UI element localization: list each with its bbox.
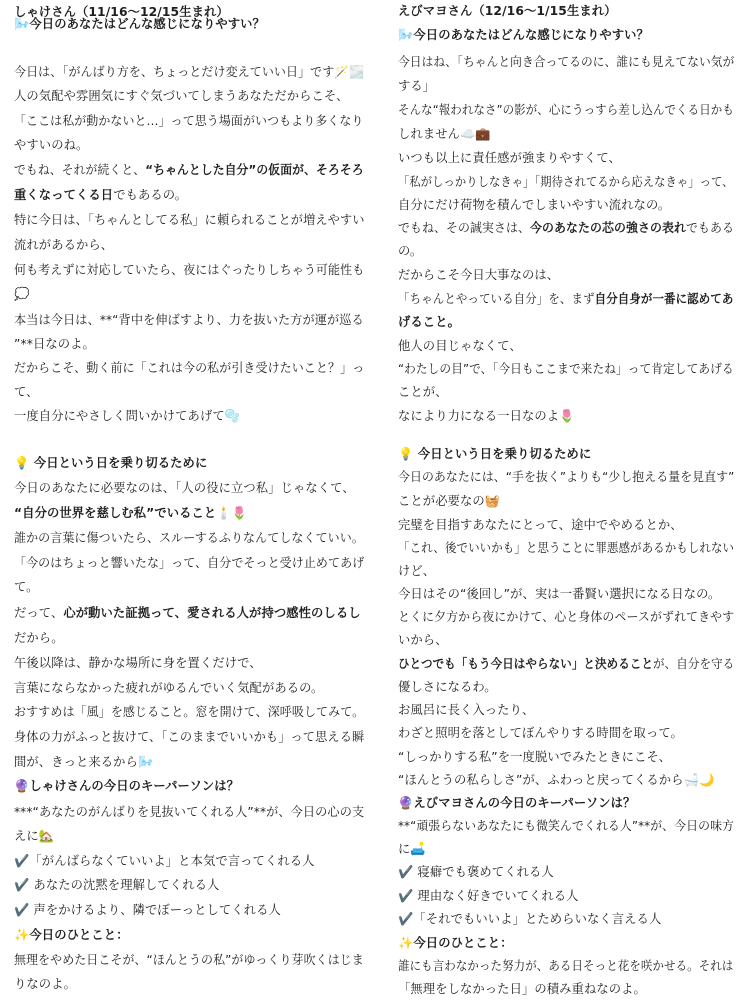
left-text-line — [14, 360, 364, 376]
right-text-line — [398, 102, 734, 118]
right-text-line — [398, 78, 435, 94]
text: だから。 — [14, 631, 64, 645]
text: 優しさになるわ。 — [398, 680, 497, 694]
text: 「ここは私が動かないと…」って思う場面がいつもより多くなり — [14, 114, 364, 128]
left-text-line — [14, 877, 219, 893]
left-text-line — [14, 384, 39, 400]
right-text-line — [398, 267, 559, 283]
text: の。 — [398, 244, 423, 258]
left-text-line — [14, 952, 364, 968]
bold-text: げること。 — [398, 315, 460, 329]
left-text-line — [14, 902, 281, 918]
right-text-line — [398, 174, 734, 190]
text: 誰かの言葉に傷ついたら、スルーするふりなんてしなくていい。 — [14, 531, 364, 545]
right-text-line — [398, 220, 734, 236]
text: ***“あなたのがんばりを見抜いてくれる人”**が、今日の心の支 — [14, 805, 365, 819]
text: ✔️ 寝癖でも褒めてくれる人 — [398, 865, 554, 879]
text: ✔️ あなたの沈黙を理解してくれる人 — [14, 878, 220, 892]
bold-text: 重くなってくる日 — [14, 188, 114, 202]
text: “ほんとうの私らしさ”が、ふわっと戻ってくるから🛁🌙 — [398, 773, 715, 787]
text: 今日のあなたに必要なのは、「人の役に立つ私」じゃなくて、 — [14, 481, 355, 495]
left-text-line — [14, 336, 95, 352]
left-text-line — [14, 655, 262, 671]
right-text-line — [398, 126, 491, 142]
text: 「無理をしなかった日」の積み重ねなのよ。 — [398, 982, 646, 996]
left-text-line — [14, 853, 315, 869]
right-text-line — [398, 818, 734, 834]
right-text-line — [398, 338, 522, 354]
text: 💡 今日という日を乗り切るために — [398, 447, 592, 461]
text: する」 — [398, 79, 436, 93]
text: 「私がしっかりしなきゃ」「期待されてるから応えなきゃ」って、 — [398, 175, 734, 189]
left-section-heading — [14, 927, 129, 943]
right-text-line — [398, 679, 497, 695]
left-text-line — [14, 976, 76, 992]
right-name-header: えびマヨさん（12/16〜1/15生まれ） — [398, 4, 617, 18]
text: 一度自分にやさしく問いかけてあげて🫧 — [14, 409, 241, 423]
text: なにより力になる一日なのよ🌷 — [398, 409, 575, 423]
right-section-heading — [398, 935, 513, 951]
text: 何も考えずに対応していたら、夜にはぐったりしちゃう可能性も — [14, 263, 365, 277]
right-text-line — [398, 725, 683, 741]
text: でもね、それが続くと、 — [14, 163, 146, 177]
text: が、自分を守る — [653, 657, 735, 671]
left-text-line — [14, 704, 364, 720]
text: ✨今日のひとこと： — [398, 936, 513, 950]
left-text-line — [14, 555, 364, 571]
text: おすすめは「風」を感じること。窓を開けて、深呼吸してみて。 — [14, 705, 365, 719]
right-text-line — [398, 540, 734, 556]
text: ことが必要なの🧺 — [398, 494, 501, 508]
text: 人の気配や雰囲気にすぐ気づいてしまうあなただからこそ、 — [14, 89, 349, 103]
right-text-line — [398, 469, 734, 485]
left-text-line — [14, 408, 240, 424]
right-text-line — [398, 841, 426, 857]
text: えに🏡 — [14, 829, 55, 843]
text: だからこそ今日大事なのは、 — [398, 268, 560, 282]
text: 特に今日は、「ちゃんとしてる私」に頼られることが増えやすい — [14, 213, 365, 227]
text: とくに夕方から夜にかけて、心と身体のペースがずれてきやす — [398, 610, 735, 624]
right-text-line — [398, 517, 683, 533]
text: に🛋️ — [398, 842, 426, 856]
text: 流れがあるから、 — [14, 238, 114, 252]
text: いつも以上に責任感が強まりやすくて、 — [398, 151, 621, 165]
left-text-line — [14, 113, 363, 129]
right-text-line — [398, 609, 734, 625]
left-text-line — [14, 530, 364, 546]
text: 今日はね、「ちゃんと向き合ってるのに、誰にも見えてない気が — [398, 55, 735, 69]
text: 「ちゃんとやっている自分」を、まず — [398, 292, 595, 306]
right-text-line — [398, 54, 734, 70]
text: 他人の目じゃなくて、 — [398, 339, 522, 353]
right-text-line — [398, 563, 435, 579]
right-text-line — [398, 243, 422, 259]
left-text-line — [14, 630, 64, 646]
right-text-line — [398, 702, 534, 718]
text: 自分にだけ荷物を積んでしまいやすい流れなの。 — [398, 198, 671, 212]
text: ✨今日のひとこと： — [14, 928, 129, 942]
left-name-header: しゃけさん（11/16〜12/15生まれ） — [14, 5, 229, 19]
text: けど、 — [398, 564, 436, 578]
left-text-line — [14, 605, 361, 621]
right-section-heading — [398, 446, 591, 462]
bold-text: “ちゃんとした自分”の仮面が、そろそろ — [145, 163, 364, 177]
text: そんな“報われなさ”の影が、心にうっすら差し込んでくる日かも — [398, 103, 734, 117]
left-text-line — [14, 262, 364, 278]
text: **“頑張らないあなたにも微笑んでくれる人”**が、今日の味方 — [398, 819, 735, 833]
right-text-line — [398, 586, 720, 602]
text: 言葉にならなかった疲れがゆるんでいく気配があるの。 — [14, 681, 324, 695]
bold-text: ひとつでも「もう今日はやらない」と決めること — [398, 657, 654, 671]
left-text-line — [14, 88, 348, 104]
left-section-heading — [14, 455, 207, 471]
left-text-line — [14, 828, 54, 844]
left-text-line — [14, 187, 187, 203]
text: て。 — [14, 580, 39, 594]
text: 💡 今日という日を乗り切るために — [14, 456, 208, 470]
text: ”**日なのよ。 — [14, 337, 95, 351]
text: て、 — [14, 385, 39, 399]
left-text-line — [14, 137, 88, 153]
text: だからこそ、動く前に「これは今の私が引き受けたいこと？」っ — [14, 361, 365, 375]
right-section-heading — [398, 795, 635, 811]
text: 午後以降は、静かな場所に身を置くだけで、 — [14, 656, 262, 670]
text: ことが、 — [398, 385, 448, 399]
left-section-heading — [14, 778, 239, 794]
text: 今日は、「がんばり方を、ちょっとだけ変えていい日」です🪄🌫️ — [14, 65, 365, 79]
right-text-line — [398, 314, 460, 330]
text: 🌬️今日のあなたはどんな感じになりやすい？ — [398, 28, 649, 42]
right-text-line — [398, 772, 714, 788]
text: 本当は今日は、**“背中を伸ばすより、力を抜いた方が運が巡る — [14, 313, 364, 327]
text: 完璧を目指すあなたにとって、途中でやめるとか、 — [398, 518, 683, 532]
left-text-line — [14, 505, 247, 521]
text: しれません☁️💼 — [398, 127, 491, 141]
left-text-line — [14, 212, 365, 228]
right-text-line — [398, 981, 646, 997]
left-text-line — [14, 680, 323, 696]
text: お風呂に長く入ったり、 — [398, 703, 535, 717]
text: でもね、その誠実さは、 — [398, 221, 531, 235]
right-section-heading — [398, 27, 649, 43]
right-text-line — [398, 197, 670, 213]
left-text-line — [14, 64, 364, 80]
left-text-line — [14, 804, 364, 820]
text: でもあるの。 — [113, 188, 188, 202]
text: ✔️「がんばらなくていいよ」と本気で言ってくれる人 — [14, 854, 315, 868]
text: ✔️ 声をかけるより、隣でぼーっとしてくれる人 — [14, 903, 281, 917]
bold-text: 今のあなたの芯の強さの表れ — [530, 221, 687, 235]
right-text-line — [398, 384, 448, 400]
left-text-line — [14, 312, 364, 328]
right-text-line — [398, 864, 554, 880]
left-text-line — [14, 579, 39, 595]
text: だって、 — [14, 606, 64, 620]
text: 今日のあなたには、“手を抜く”よりも“少し抱える量を見直す” — [398, 470, 735, 484]
right-text-line — [398, 888, 579, 904]
text: 💭 — [14, 287, 30, 301]
left-text-line — [14, 754, 153, 770]
right-text-line — [398, 150, 621, 166]
text: 誰にも言わなかった努力が、ある日そっと花を咲かせる。それは — [398, 959, 734, 973]
right-text-line — [398, 911, 661, 927]
right-text-line — [398, 291, 733, 307]
text: 「これ、後でいいかも」と思うことに罪悪感があるかもしれない — [398, 541, 735, 555]
text: 🔮えびマヨさんの今日のキーパーソンは？ — [398, 796, 636, 810]
bold-text: 自分自身が一番に認めてあ — [594, 292, 734, 306]
text: 🔮しゃけさんの今日のキーパーソンは？ — [14, 779, 240, 793]
bold-text: 心が動いた証拠って、愛される人が持つ感性のしるし — [63, 606, 361, 620]
text: “わたしの目”で、「今日もここまで来たね」って肯定してあげる — [398, 362, 734, 376]
text: りなのよ。 — [14, 977, 76, 991]
text: 無理をやめた日こそが、“ほんとうの私”がゆっくり芽吹くはじま — [14, 953, 364, 967]
text: ✔️ 理由なく好きでいてくれる人 — [398, 889, 579, 903]
left-text-line — [14, 237, 113, 253]
left-text-line — [14, 480, 355, 496]
right-text-line — [398, 656, 734, 672]
text: ✔️「それでもいいよ」とためらいなく言える人 — [398, 912, 662, 926]
right-text-line — [398, 749, 671, 765]
text: 身体の力がふっと抜けて、「このままでいいかも」って思える瞬 — [14, 730, 365, 744]
text: 今日はその“後回し”が、実は一番賢い選択になる日なの。 — [398, 587, 721, 601]
right-text-line — [398, 361, 734, 377]
text: 「今のはちょっと響いたな」って、自分でそっと受け止めてあげ — [14, 556, 365, 570]
bold-text: “自分の世界を慈しむ私”でいること — [14, 506, 217, 520]
left-text-line — [14, 286, 29, 302]
text: 🕯️🌷 — [216, 506, 248, 520]
left-text-line — [14, 729, 364, 745]
text: やすいのね。 — [14, 138, 89, 152]
left-section-heading — [14, 16, 265, 32]
text: 🌬️今日のあなたはどんな感じになりやすい？ — [14, 17, 265, 31]
right-text-line — [398, 493, 500, 509]
right-text-line — [398, 958, 733, 974]
right-text-line — [398, 408, 575, 424]
text: “しっかりする私”を一度脱いでみたときにこそ、 — [398, 750, 672, 764]
left-text-line — [14, 162, 364, 178]
right-text-line — [398, 632, 448, 648]
text: 間が、きっと来るから🌬️ — [14, 755, 154, 769]
text: わざと照明を落としてぼんやりする時間を取って。 — [398, 726, 683, 740]
text: でもある — [686, 221, 735, 235]
text: いから、 — [398, 633, 448, 647]
